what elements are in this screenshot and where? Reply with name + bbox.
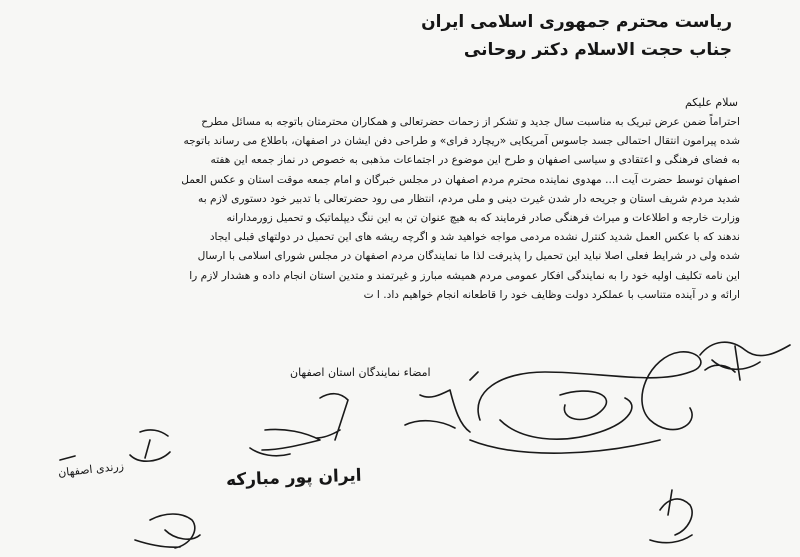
signature-name: ایران پور مبارکه bbox=[225, 465, 362, 491]
body-line: این نامه تکلیف اولیه خود را به نمایندگی افکار عمومی مردم همیشه مبارز و غیرتمند و متدین استان انجام داده و هشدار لازم را bbox=[189, 269, 740, 282]
signature-name: زرندی اصفهان bbox=[57, 459, 125, 480]
signature-scribble bbox=[560, 391, 606, 419]
signature-scribble bbox=[470, 352, 701, 453]
body-line: اصفهان توسط حضرت آیت ا... مهدوی نماینده محترم مردم اصفهان در مجلس خبرگان و امام جمعه موقت استان و عکس العمل bbox=[181, 173, 740, 186]
body-line: شده پیرامون انتقال احتمالی جسد جاسوس آمریکایی «ریچارد فرای» و طراحی دفن ایشان در اصفهان، باطلاع می رساند باتوجه bbox=[183, 135, 740, 148]
body-line: شدید مردم شریف استان و جریحه دار شدن غیرت دینی و ملی مردم، انتظار می رود حضرتعالی با تدبیر خود دستوری لازم به bbox=[198, 192, 740, 205]
signature-scribble bbox=[135, 514, 200, 548]
signature-scribble bbox=[700, 342, 790, 380]
signoff-line: امضاء نمایندگان استان اصفهان bbox=[290, 366, 431, 379]
body-line: شده ولی در شرایط فعلی اصلا نباید این تحمیل را پذیرفت لذا ما نمایندگان مردم اصفهان در مجلس شورای اسلامی با ارسال bbox=[197, 250, 740, 263]
body-line: به فضای فرهنگی و اعتقادی و سیاسی اصفهان و طرح این موضوع در اجتماعات مذهبی به خصوص در نماز جمعه این هفته bbox=[210, 154, 740, 167]
body-line: ندهند که با عکس العمل شدید کنترل نشده مردمی مواجه خواهید شد و اگرچه ریشه های این تحمیل در دولتهای قبلی ایجاد bbox=[209, 231, 740, 244]
signature-scribble bbox=[60, 372, 478, 460]
body-line: وزارت خارجه و اطلاعات و میراث فرهنگی صادر فرمایند که به هیچ عنوان تن به این ننگ دیپلماتیک و تحمیل زورمدارانه bbox=[226, 211, 740, 224]
addressee-title: ریاست محترم جمهوری اسلامی ایران bbox=[421, 12, 732, 32]
signature-scribble bbox=[405, 390, 470, 432]
body-line: احتراماً ضمن عرض تبریک به مناسبت سال جدید و تشکر از زحمات حضرتعالی و همکاران محترمتان باتوجه به مسائل مطرح bbox=[201, 116, 740, 128]
signature-scribble bbox=[650, 490, 692, 543]
body-line: ارائه و در آینده متناسب با عملکرد دولت وظایف خود را قاطعانه انجام خواهیم داد. ا ت bbox=[363, 288, 740, 301]
addressee-name: جناب حجت الاسلام دکتر روحانی bbox=[463, 40, 732, 60]
signature-scribble bbox=[262, 394, 348, 450]
signature-scribble bbox=[130, 430, 170, 461]
greeting: سلام علیکم bbox=[684, 96, 738, 109]
